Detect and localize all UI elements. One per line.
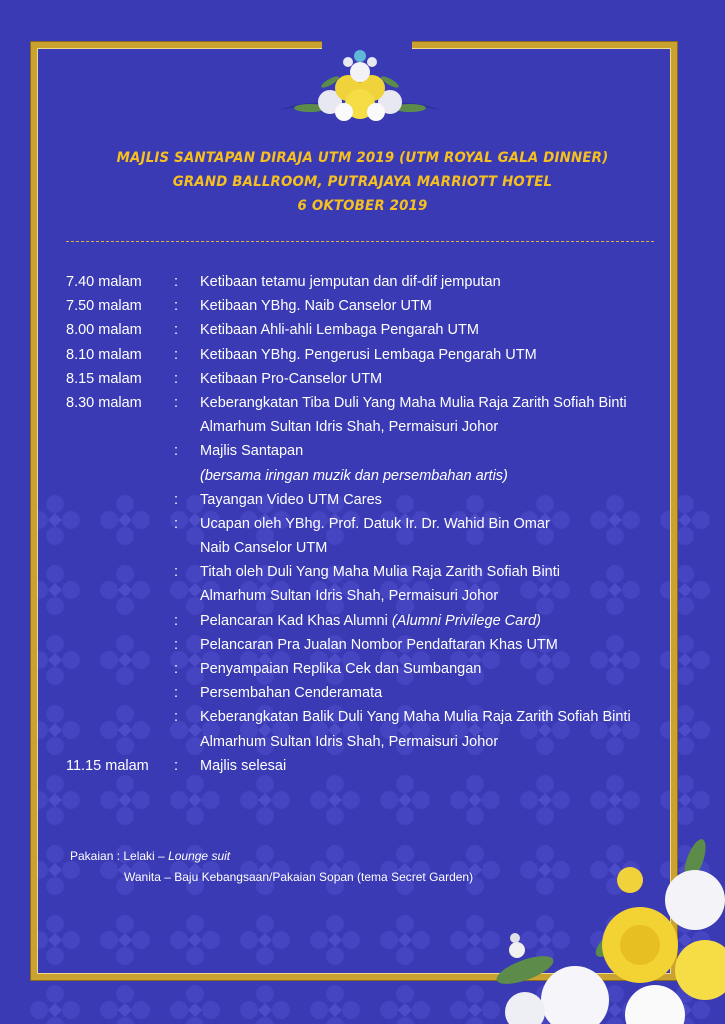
schedule-colon: : [174, 394, 179, 411]
schedule-colon: : [174, 491, 179, 508]
bottom-flower-ornament [455, 820, 725, 1024]
schedule-desc-italic: (bersama iringan muzik dan persembahan artis) [200, 467, 508, 484]
schedule-desc: Almarhum Sultan Idris Shah, Permaisuri Johor [200, 419, 499, 436]
schedule-row [66, 633, 686, 657]
schedule-desc: Persembahan Cenderamata [200, 685, 383, 702]
dress-code-prefix: Pakaian : Lelaki – [70, 849, 169, 863]
schedule-list [66, 270, 686, 778]
schedule-time [66, 560, 174, 584]
schedule-desc: Ketibaan YBhg. Naib Canselor UTM [200, 298, 432, 315]
schedule-colon: : [174, 564, 179, 581]
pattern-motif [310, 985, 360, 1024]
schedule-colon: : [174, 709, 179, 726]
schedule-row [66, 488, 686, 512]
schedule-row [66, 343, 686, 367]
schedule-row [66, 391, 686, 415]
schedule-colon [174, 415, 200, 439]
schedule-row [66, 439, 686, 463]
schedule-row [66, 318, 686, 342]
schedule-time: 8.00 malam [66, 322, 142, 339]
pattern-motif [380, 985, 430, 1024]
schedule-colon [174, 730, 200, 754]
dress-code-men-value: Lounge suit [168, 849, 231, 863]
dashed-divider [66, 241, 654, 242]
schedule-row [66, 536, 686, 560]
schedule-time: 7.50 malam [66, 298, 142, 315]
schedule-time [66, 464, 174, 488]
schedule-row [66, 705, 686, 729]
schedule-time: 7.40 malam [66, 274, 142, 290]
schedule-time [66, 633, 174, 657]
pattern-motif [170, 985, 220, 1024]
schedule-desc: Ketibaan Ahli-ahli Lembaga Pengarah UTM [200, 322, 479, 339]
schedule-desc: Almarhum Sultan Idris Shah, Permaisuri Johor [200, 588, 499, 605]
schedule-time: 8.10 malam [66, 346, 142, 363]
schedule-row [66, 270, 686, 294]
schedule-desc: Ketibaan tetamu jemputan dan dif-dif jemputan [200, 274, 501, 290]
schedule-desc: Penyampaian Replika Cek dan Sumbangan [200, 661, 482, 677]
schedule-colon: : [174, 274, 179, 290]
schedule-colon: : [174, 636, 179, 653]
schedule-time: 8.15 malam [66, 370, 142, 387]
event-title: MAJLIS SANTAPAN DIRAJA UTM 2019 (UTM ROYAL GALA DINNER) [116, 150, 609, 166]
schedule-time [66, 681, 174, 705]
pattern-motif [30, 985, 80, 1024]
schedule-desc: Almarhum Sultan Idris Shah, Permaisuri Johor [200, 733, 499, 750]
schedule-desc: Majlis Santapan [200, 443, 304, 460]
schedule-desc: Keberangkatan Balik Duli Yang Maha Mulia Raja Zarith Sofiah Binti [200, 709, 631, 726]
schedule-row [66, 294, 686, 318]
schedule-colon: : [174, 298, 179, 315]
schedule-row [66, 367, 686, 391]
schedule-time [66, 657, 174, 681]
schedule-colon [174, 536, 200, 560]
dress-code-men [70, 846, 473, 867]
schedule-time [66, 730, 174, 754]
schedule-time: 8.30 malam [66, 394, 142, 411]
schedule-colon: : [174, 757, 179, 774]
schedule-desc-italic: (Alumni Privilege Card) [391, 612, 541, 629]
schedule-time [66, 536, 174, 560]
schedule-colon [174, 464, 200, 488]
schedule-colon [174, 584, 200, 608]
schedule-time [66, 609, 174, 633]
schedule-desc: Titah oleh Duli Yang Maha Mulia Raja Zarith Sofiah Binti [200, 564, 561, 581]
schedule-row [66, 560, 686, 584]
dress-code-women: Wanita – Baju Kebangsaan/Pakaian Sopan (tema Secret Garden) [124, 870, 474, 884]
schedule-colon: : [174, 346, 179, 363]
schedule-desc-text: Pelancaran Kad Khas Alumni [200, 612, 392, 629]
schedule-desc: Ketibaan YBhg. Pengerusi Lembaga Pengarah UTM [200, 346, 537, 363]
schedule-colon: : [174, 612, 179, 629]
schedule-time [66, 512, 174, 536]
event-venue: GRAND BALLROOM, PUTRAJAYA MARRIOTT HOTEL [172, 174, 553, 190]
schedule-colon: : [174, 661, 179, 677]
pattern-motif [100, 985, 150, 1024]
schedule-row [66, 657, 686, 681]
schedule-colon: : [174, 443, 179, 460]
schedule-time [66, 439, 174, 463]
schedule-time [66, 584, 174, 608]
schedule-row [66, 681, 686, 705]
schedule-colon: : [174, 515, 179, 532]
schedule-colon: : [174, 322, 179, 339]
top-flower-ornament [270, 40, 450, 122]
schedule-row [66, 512, 686, 536]
schedule-desc [200, 609, 686, 633]
schedule-time [66, 415, 174, 439]
schedule-desc: Naib Canselor UTM [200, 540, 328, 557]
schedule-row [66, 754, 686, 778]
event-header [40, 146, 685, 218]
schedule-row [66, 464, 686, 488]
schedule-time [66, 488, 174, 512]
schedule-desc: Majlis selesai [200, 757, 287, 774]
schedule-desc: Ketibaan Pro-Canselor UTM [200, 370, 383, 387]
schedule-desc: Keberangkatan Tiba Duli Yang Maha Mulia Raja Zarith Sofiah Binti [200, 394, 627, 411]
schedule-row [66, 730, 686, 754]
schedule-row [66, 415, 686, 439]
schedule-colon: : [174, 685, 179, 702]
schedule-row [66, 609, 686, 633]
schedule-desc [200, 464, 686, 488]
schedule-time [66, 705, 174, 729]
pattern-motif [240, 985, 290, 1024]
event-date: 6 OKTOBER 2019 [297, 198, 428, 214]
schedule-colon: : [174, 370, 179, 387]
schedule-row [66, 584, 686, 608]
dress-code [70, 846, 473, 888]
schedule-time: 11.15 malam [66, 757, 149, 774]
schedule-desc: Pelancaran Pra Jualan Nombor Pendaftaran Khas UTM [200, 636, 558, 653]
schedule-desc: Tayangan Video UTM Cares [200, 491, 382, 508]
schedule-desc: Ucapan oleh YBhg. Prof. Datuk Ir. Dr. Wahid Bin Omar [200, 515, 550, 532]
